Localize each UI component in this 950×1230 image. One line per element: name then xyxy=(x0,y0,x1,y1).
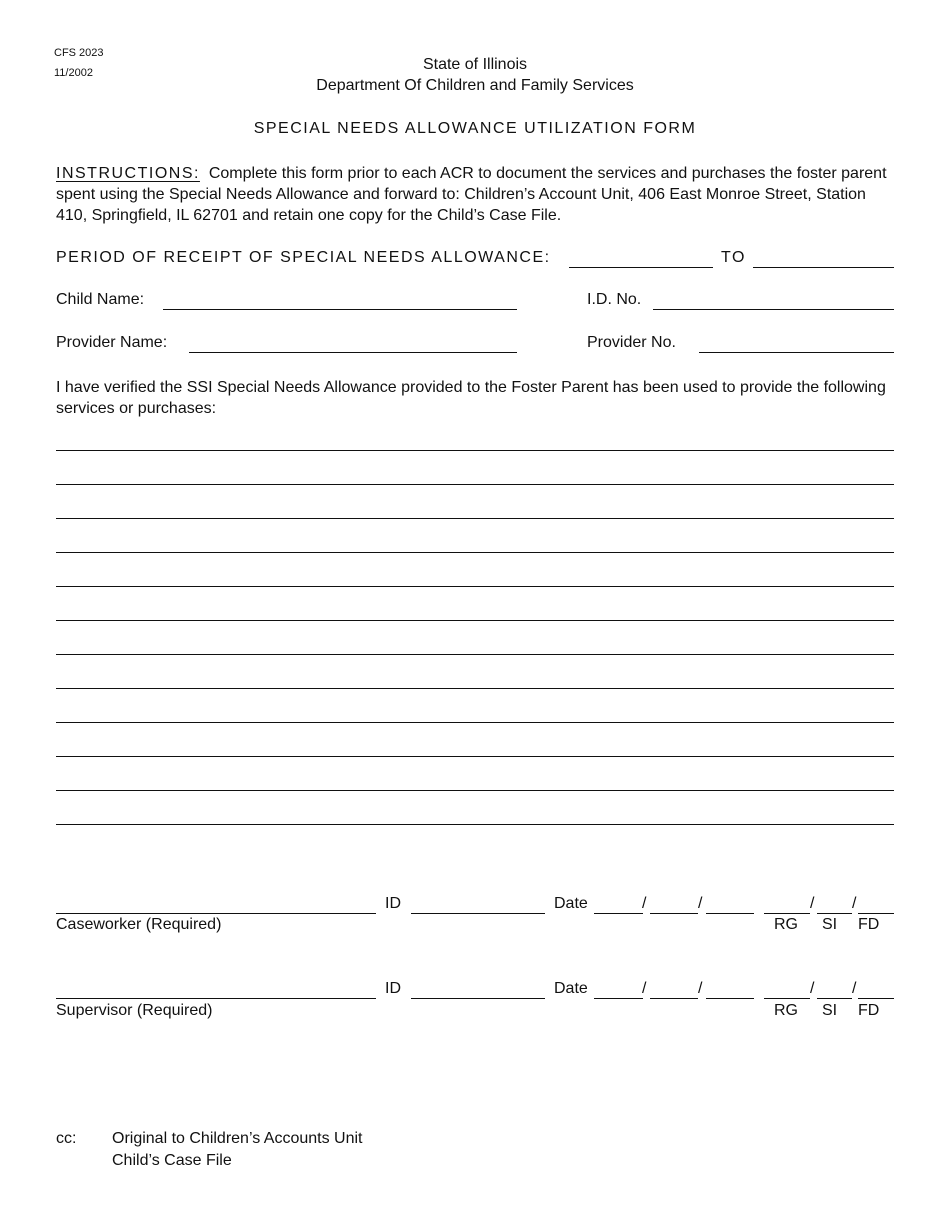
form-revision-date: 11/2002 xyxy=(54,67,93,79)
department-name: Department Of Children and Family Services xyxy=(316,77,634,94)
caseworker-id-field[interactable] xyxy=(411,913,545,914)
supervisor-id-label: ID xyxy=(385,980,401,997)
child-name-field[interactable] xyxy=(163,309,517,310)
period-to-label: TO xyxy=(721,249,746,266)
supervisor-code-slash: / xyxy=(852,980,857,997)
instructions-paragraph xyxy=(56,163,896,226)
id-no-field[interactable] xyxy=(653,309,894,310)
child-name-label: Child Name: xyxy=(56,291,145,308)
caseworker-si-field[interactable] xyxy=(817,913,852,914)
period-label: PERIOD OF RECEIPT OF SPECIAL NEEDS ALLOWANCE: xyxy=(56,249,551,266)
verification-statement: I have verified the SSI Special Needs Allowance provided to the Foster Parent has been used to provide the following services or purchases: xyxy=(56,379,886,417)
cc-line-2: Child’s Case File xyxy=(112,1152,232,1169)
supervisor-date-month-field[interactable] xyxy=(594,998,643,999)
supervisor-date-label: Date xyxy=(554,980,588,997)
supervisor-si-field[interactable] xyxy=(817,998,852,999)
services-line[interactable] xyxy=(56,790,894,791)
supervisor-fd-label: FD xyxy=(858,1002,880,1019)
caseworker-signature-field[interactable] xyxy=(56,913,376,914)
services-line[interactable] xyxy=(56,586,894,587)
services-line[interactable] xyxy=(56,518,894,519)
instructions-text: Complete this form prior to each ACR to document the services and purchases the foster parent spent using the Special Needs Allowance and forward to: Children’s Account Unit, 406 East Monroe Street, Station 410, Springfield, IL 62701 and retain one copy for the Child’s Case File. xyxy=(56,165,887,224)
form-title: SPECIAL NEEDS ALLOWANCE UTILIZATION FORM xyxy=(253,120,697,137)
instructions-label: INSTRUCTIONS: xyxy=(56,165,200,182)
supervisor-id-field[interactable] xyxy=(411,998,545,999)
period-from-field[interactable] xyxy=(569,267,713,268)
services-line[interactable] xyxy=(56,552,894,553)
caseworker-code-slash: / xyxy=(852,895,857,912)
supervisor-rg-label: RG xyxy=(774,1002,798,1019)
services-line[interactable] xyxy=(56,722,894,723)
services-line[interactable] xyxy=(56,654,894,655)
services-line[interactable] xyxy=(56,620,894,621)
id-no-label: I.D. No. xyxy=(587,291,642,308)
caseworker-id-label: ID xyxy=(385,895,401,912)
caseworker-fd-field[interactable] xyxy=(858,913,894,914)
supervisor-fd-field[interactable] xyxy=(858,998,894,999)
supervisor-code-slash: / xyxy=(810,980,815,997)
period-to-field[interactable] xyxy=(753,267,894,268)
state-name: State of Illinois xyxy=(422,56,528,73)
caseworker-date-slash: / xyxy=(642,895,647,912)
provider-no-label: Provider No. xyxy=(587,334,676,351)
caseworker-si-label: SI xyxy=(822,916,838,933)
caseworker-date-label: Date xyxy=(554,895,588,912)
services-line[interactable] xyxy=(56,756,894,757)
provider-name-label: Provider Name: xyxy=(56,334,168,351)
form-code: CFS 2023 xyxy=(54,47,104,59)
services-line[interactable] xyxy=(56,824,894,825)
caseworker-fd-label: FD xyxy=(858,916,880,933)
caseworker-date-month-field[interactable] xyxy=(594,913,643,914)
caseworker-date-day-field[interactable] xyxy=(650,913,698,914)
caseworker-label: Caseworker (Required) xyxy=(56,916,222,933)
services-line[interactable] xyxy=(56,688,894,689)
supervisor-date-slash: / xyxy=(698,980,703,997)
supervisor-label: Supervisor (Required) xyxy=(56,1002,213,1019)
caseworker-code-slash: / xyxy=(810,895,815,912)
supervisor-signature-field[interactable] xyxy=(56,998,376,999)
caseworker-rg-label: RG xyxy=(774,916,798,933)
provider-name-field[interactable] xyxy=(189,352,517,353)
provider-no-field[interactable] xyxy=(699,352,894,353)
supervisor-rg-field[interactable] xyxy=(764,998,810,999)
cc-label: cc: xyxy=(56,1130,77,1147)
supervisor-si-label: SI xyxy=(822,1002,838,1019)
services-line[interactable] xyxy=(56,484,894,485)
supervisor-date-day-field[interactable] xyxy=(650,998,698,999)
cc-line-1: Original to Children’s Accounts Unit xyxy=(112,1130,363,1147)
supervisor-date-year-field[interactable] xyxy=(706,998,754,999)
caseworker-date-slash: / xyxy=(698,895,703,912)
services-line[interactable] xyxy=(56,450,894,451)
caseworker-date-year-field[interactable] xyxy=(706,913,754,914)
supervisor-date-slash: / xyxy=(642,980,647,997)
caseworker-rg-field[interactable] xyxy=(764,913,810,914)
